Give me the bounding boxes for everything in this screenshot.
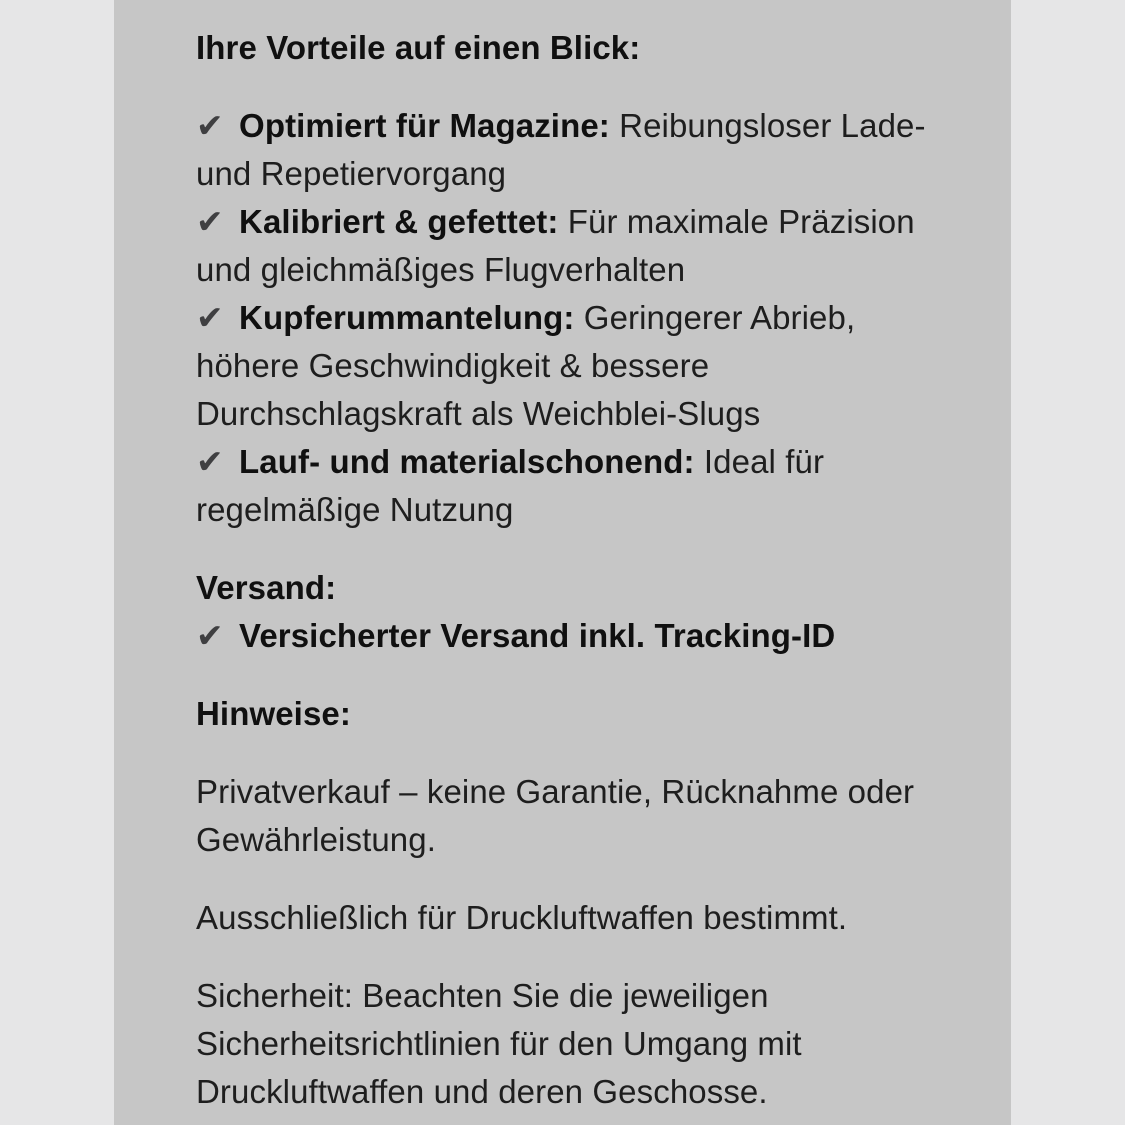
shipping-item-text: Versicherter Versand inkl. Tracking-ID xyxy=(239,617,836,654)
shipping-heading: Versand: xyxy=(196,569,337,606)
benefit-label: Optimiert für Magazine: xyxy=(239,107,610,144)
benefits-heading: Ihre Vorteile auf einen Blick: xyxy=(196,29,641,66)
checkmark-icon: ✔ xyxy=(196,299,224,336)
checkmark-icon: ✔ xyxy=(196,203,224,240)
list-item xyxy=(196,612,941,660)
list-item xyxy=(196,294,941,438)
benefit-label: Kalibriert & gefettet: xyxy=(239,203,559,240)
list-item xyxy=(196,438,941,534)
description-text-column xyxy=(196,24,941,1116)
checkmark-icon: ✔ xyxy=(196,443,224,480)
note-paragraph: Ausschließlich für Druckluftwaffen bestimmt. xyxy=(196,899,848,936)
note-paragraph: Privatverkauf – keine Garantie, Rücknahme oder Gewährleistung. xyxy=(196,773,915,858)
list-item xyxy=(196,102,941,198)
shipping-section xyxy=(196,564,941,660)
benefit-text: Reibungsloser Lade- und Repetiervorgang xyxy=(196,107,926,192)
notes-heading: Hinweise: xyxy=(196,695,351,732)
description-panel xyxy=(114,0,1011,1125)
benefits-list xyxy=(196,102,941,534)
benefit-label: Kupferummantelung: xyxy=(239,299,575,336)
benefit-label: Lauf- und materialschonend: xyxy=(239,443,695,480)
list-item xyxy=(196,198,941,294)
benefit-text: Ideal für regelmäßige Nutzung xyxy=(196,443,825,528)
checkmark-icon: ✔ xyxy=(196,107,224,144)
benefit-text: Für maximale Präzision und gleichmäßiges Flugverhalten xyxy=(196,203,915,288)
note-paragraph: Sicherheit: Beachten Sie die jeweiligen Sicherheitsrichtlinien für den Umgang mit Druckluftwaffen und deren Geschosse. xyxy=(196,977,802,1110)
benefit-text: Geringerer Abrieb, höhere Geschwindigkeit & bessere Durchschlagskraft als Weichblei-Slugs xyxy=(196,299,856,432)
checkmark-icon: ✔ xyxy=(196,617,224,654)
